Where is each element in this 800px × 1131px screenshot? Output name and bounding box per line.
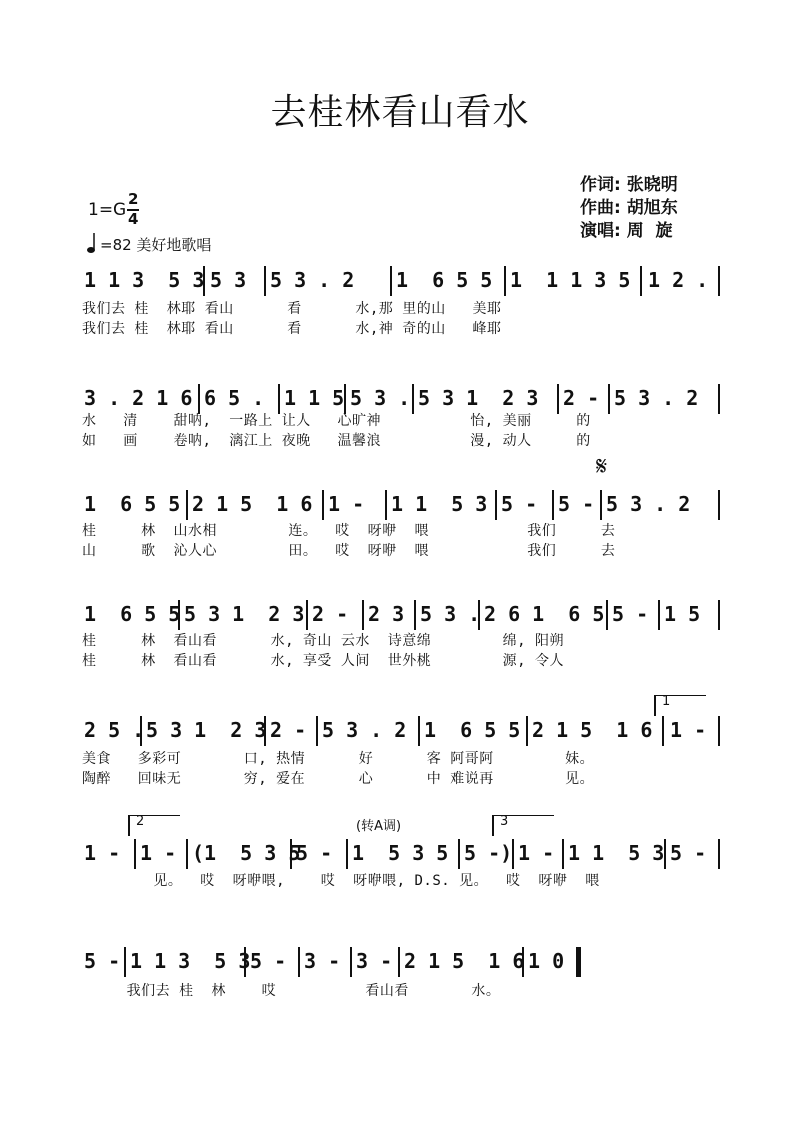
lyric-line-1: 我们去 桂 林耶 看山 看 水,那 里的山 美耶 [82,301,502,317]
lyric-line-2: 我们去 桂 林耶 看山 看 水,神 奇的山 峰耶 [82,321,502,337]
barline [186,490,188,520]
lyric-line-2: 如 画 卷呐, 漓江上 夜晚 温馨浪 漫, 动人 的 [82,433,591,449]
measure-notes: 1 - [670,718,707,742]
measure-notes: 1 2 . [648,268,709,292]
lyric-line-2: 桂 林 看山看 水, 享受 人间 世外桃 源, 令人 [82,653,565,669]
barline [718,600,720,630]
measure-notes: 2 1 5 1 6 [404,949,525,973]
barline [186,839,188,869]
measure-notes: 5 3 [210,268,247,292]
barline [362,600,364,630]
measure-notes: 3 . 2 1 6 [84,386,193,410]
measure-notes: 3 - [304,949,341,973]
measure-notes: 1 1 1 3 5 [510,268,631,292]
measure-notes: 2 - [270,718,307,742]
barline [398,947,400,977]
barline [134,839,136,869]
barline [658,600,660,630]
lyric-line-1: 桂 林 山水相 连。 哎 呀咿 喂 我们 去 [82,523,616,539]
lyric-line-2: 山 歌 沁人心 田。 哎 呀咿 喂 我们 去 [82,543,616,559]
measure-notes: 1 1 5 3 [391,492,488,516]
measure-notes: 2 - [563,386,600,410]
volta-number: 2 [136,814,145,829]
measure-notes: 5 - [612,602,649,626]
measure-notes: 1 - [518,841,555,865]
barline [718,839,720,869]
composer-credit: 作曲: 胡旭东 [580,198,678,218]
barline [600,490,602,520]
measure-notes: 1 - [140,841,177,865]
measure-notes: 5 3 . 2 [614,386,699,410]
lyric-line-1: 我们去 桂 林 哎 看山看 水。 [82,983,501,999]
measure-notes: 5 3 1 2 3 [184,602,305,626]
lyric-line-1: 桂 林 看山看 水, 奇山 云水 诗意绵 绵, 阳朔 [82,633,565,649]
measure-notes: 1 1 3 5 3 [84,268,205,292]
barline [606,600,608,630]
barline [264,266,266,296]
measure-notes: 1 5 3 5 [352,841,449,865]
measure-notes: 2 6 1 6 5 [484,602,605,626]
barline [346,839,348,869]
measure-notes: 5 - [250,949,287,973]
measure-notes: 2 3 [368,602,405,626]
lyricist-credit: 作词: 张晓明 [580,175,678,195]
barline [526,716,528,746]
measure-notes: 2 - [312,602,349,626]
measure-notes: 5 - [296,841,333,865]
barline [418,716,420,746]
measure-notes: 1 6 5 5 [424,718,521,742]
barline [124,947,126,977]
measure-notes: 1 1 3 5 3 [130,949,251,973]
barline [316,716,318,746]
measure-notes: 1 - [328,492,365,516]
measure-notes: 5 3 . 2 [606,492,691,516]
measure-notes: 5 3 . [420,602,481,626]
tempo-marking: =82 美好地歌唱 [100,236,212,254]
score-system [80,943,720,983]
measure-notes: 5 3 1 2 3 [418,386,539,410]
singer-credit: 演唱: 周 旋 [580,221,673,241]
measure-notes: 1 - [84,841,121,865]
lyric-line-2: 陶醉 回味无 穷, 爱在 心 中 难说再 见。 [82,771,595,787]
score-system [80,712,720,752]
barline [504,266,506,296]
score-system [80,835,720,875]
barline [385,490,387,520]
volta-bracket [654,695,706,716]
measure-notes: (1 5 3 5 [192,841,301,865]
volta-number: 3 [500,814,509,829]
measure-notes: 1 5 [664,602,701,626]
barline [718,716,720,746]
volta-bracket [128,815,180,836]
measure-notes: 3 - [356,949,393,973]
measure-notes: 5 3 . [350,386,411,410]
measure-notes: 5 - [670,841,707,865]
measure-notes: 5 3 . 2 [322,718,407,742]
barline [718,490,720,520]
barline [552,490,554,520]
volta-bracket [492,815,554,836]
barline [390,266,392,296]
barline [458,839,460,869]
volta-number: 1 [662,694,671,709]
final-barline [576,947,581,977]
barline [306,600,308,630]
time-signature-top: 2 [128,190,139,208]
measure-notes: 2 1 5 1 6 [192,492,313,516]
measure-notes: 1 1 5 3 [568,841,665,865]
measure-notes: 2 1 5 1 6 [532,718,653,742]
modulation-note: (转A调) [356,819,402,834]
measure-notes: 5 -) [464,841,513,865]
barline [718,266,720,296]
measure-notes: 5 3 . 2 [270,268,355,292]
barline [640,266,642,296]
measure-notes: 6 5 . [204,386,265,410]
score-system [80,262,720,302]
measure-notes: 5 3 1 2 3 [146,718,267,742]
barline [414,600,416,630]
song-title: 去桂林看山看水 [270,92,530,133]
quarter-note-icon [86,232,96,254]
lyric-line-1: 水 清 甜呐, 一路上 让人 心旷神 怡, 美丽 的 [82,413,591,429]
lyric-line-1: 见。 哎 呀咿喂, 哎 呀咿喂, D.S. 见。 哎 呀咿 喂 [82,873,600,889]
barline [562,839,564,869]
segno-icon: 𝄋 [596,452,608,482]
key-signature: 1=G [88,200,127,220]
measure-notes: 1 0 [528,949,565,973]
measure-notes: 5 - [501,492,538,516]
barline [298,947,300,977]
measure-notes: 5 - [84,949,121,973]
time-signature-bottom: 4 [128,210,139,228]
barline [322,490,324,520]
measure-notes: 1 6 5 5 [84,602,181,626]
measure-notes: 2 5 . [84,718,145,742]
lyric-line-1: 美食 多彩可 口, 热情 好 客 阿哥阿 妹。 [82,751,595,767]
barline [495,490,497,520]
measure-notes: 1 6 5 5 [396,268,493,292]
measure-notes: 1 1 5 [284,386,345,410]
barline [662,716,664,746]
measure-notes: 5 - [558,492,595,516]
measure-notes: 1 6 5 5 [84,492,181,516]
barline [350,947,352,977]
barline [512,839,514,869]
